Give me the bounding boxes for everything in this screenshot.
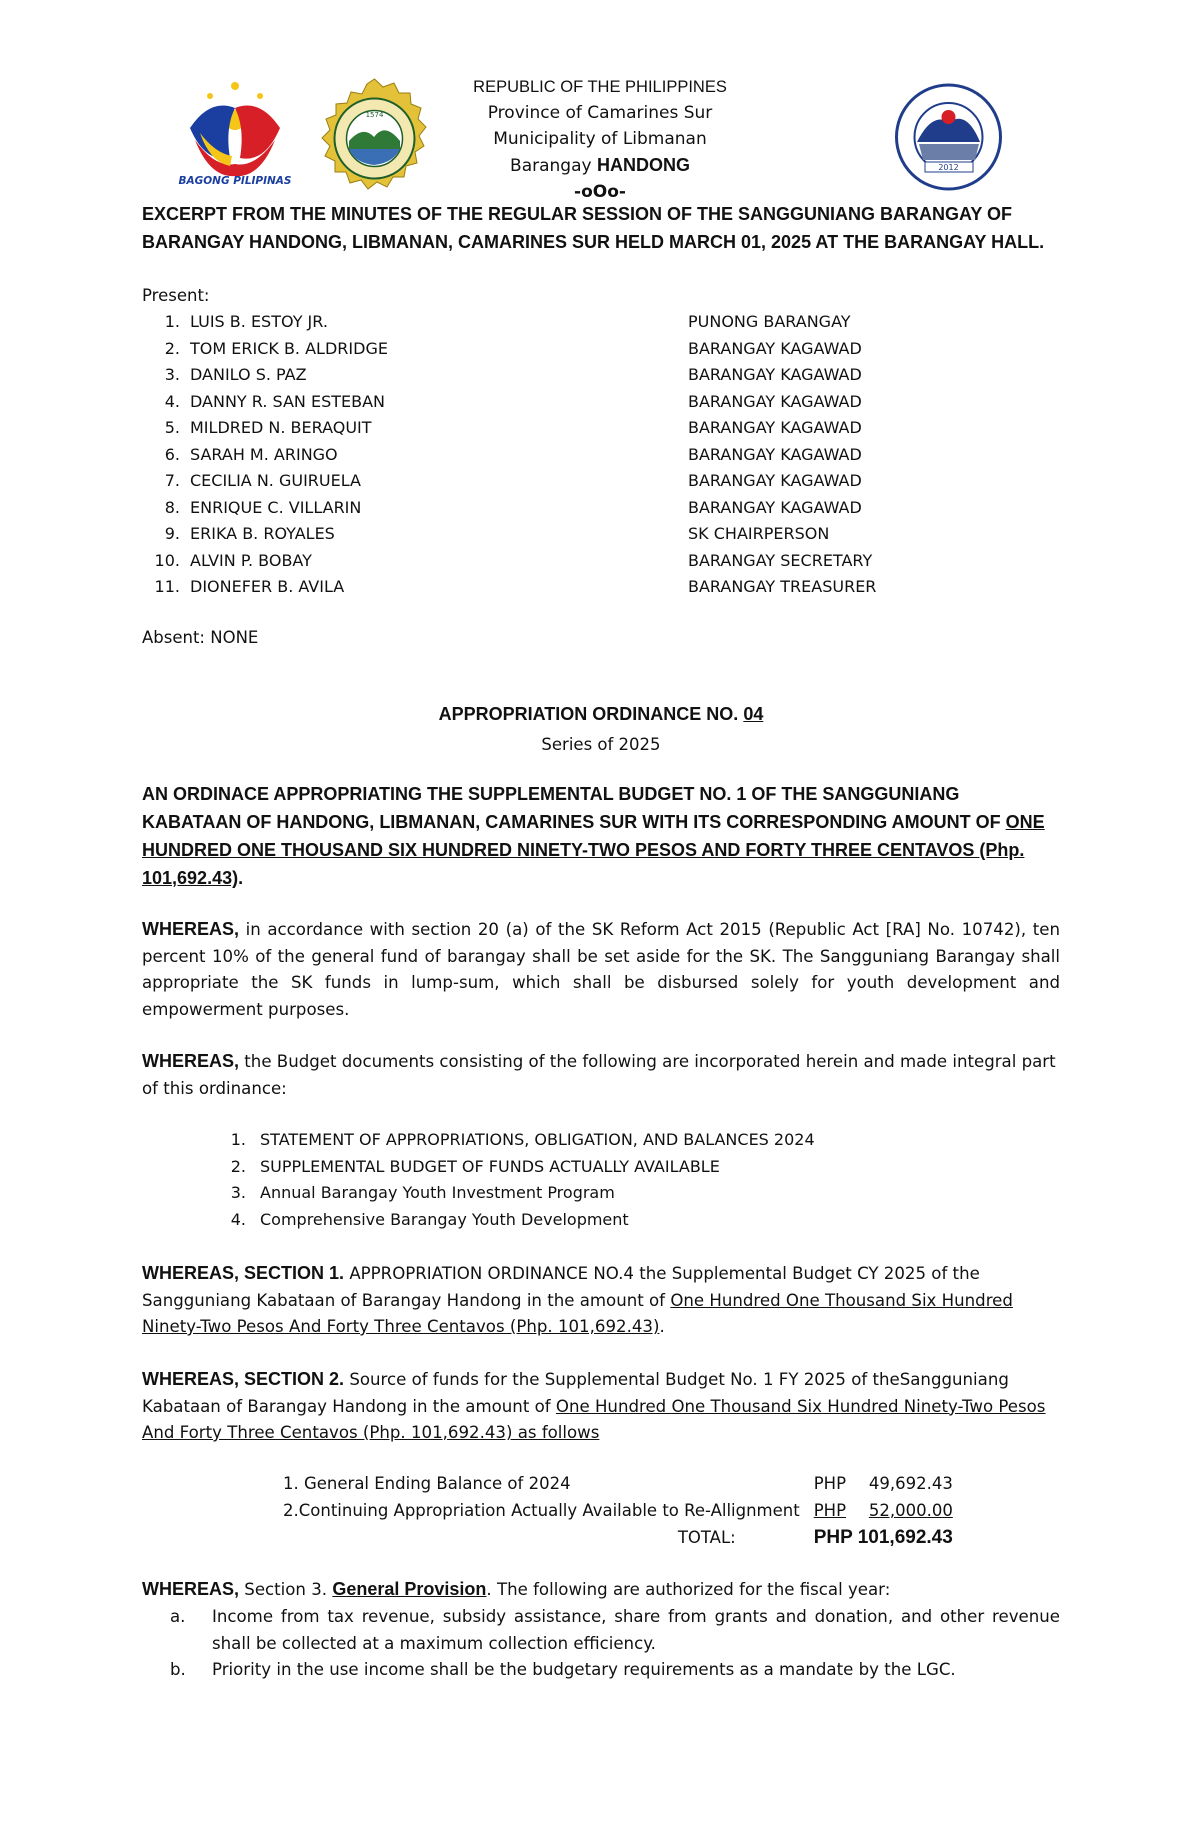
document-header xyxy=(400,74,800,205)
fund-source-row xyxy=(283,1497,953,1524)
header-republic: REPUBLIC OF THE PHILIPPINES xyxy=(473,78,727,96)
document-number: 2. xyxy=(230,1156,246,1176)
section-1-end: . xyxy=(659,1317,665,1336)
budget-document-item xyxy=(220,1127,1060,1154)
section-3-number: Section 3. xyxy=(244,1580,328,1599)
attendee-name: ALVIN P. BOBAY xyxy=(190,550,312,570)
funds-total-row xyxy=(283,1524,953,1551)
attendee-row xyxy=(112,415,1012,442)
ordinance-number: 04 xyxy=(743,704,764,724)
attendee-number: 11. xyxy=(154,577,180,596)
ordinance-series: Series of 2025 xyxy=(541,735,661,754)
provision-text: Priority in the use income shall be the budgetary requirements as a mandate by the LGC. xyxy=(212,1660,956,1679)
budget-document-item xyxy=(220,1180,1060,1207)
ordinance-heading-text: AN ORDINACE APPROPRIATING THE SUPPLEMENTAL BUDGET NO. 1 OF THE SANGGUNIANG KABATAAN OF HANDONG, LIBMANAN, CAMARINES SUR WITH ITS CORRESPONDING AMOUNT OF xyxy=(142,784,1001,832)
provision-item xyxy=(170,1604,1060,1657)
document-title: Comprehensive Barangay Youth Development xyxy=(260,1209,629,1229)
whereas-2-lead: WHEREAS, xyxy=(142,1051,240,1071)
section-2-amount: One Hundred One Thousand Six Hundred Ninety-Two Pesos And Forty Three Centavos (Php. 101,692.43) as follows xyxy=(142,1396,1046,1442)
document-number: 4. xyxy=(230,1209,246,1229)
provisions-list xyxy=(170,1604,1060,1684)
attendee-name: CECILIA N. GUIRUELA xyxy=(190,471,361,490)
section-3-text: . The following are authorized for the fiscal year: xyxy=(486,1580,891,1599)
fund-source-label: 2.Continuing Appropriation Actually Available to Re-Allignment xyxy=(283,1501,800,1520)
document-title: STATEMENT OF APPROPRIATIONS, OBLIGATION, AND BALANCES 2024 xyxy=(260,1130,815,1149)
provision-item xyxy=(170,1657,1060,1684)
attendee-position: BARANGAY KAGAWAD xyxy=(688,365,862,384)
funds-total-label: TOTAL: xyxy=(677,1528,736,1547)
whereas-1-lead: WHEREAS, xyxy=(142,919,240,939)
attendee-number: 8. xyxy=(164,497,180,517)
attendee-name: MILDRED N. BERAQUIT xyxy=(190,418,372,437)
header-ornament: -oOo- xyxy=(574,182,626,202)
ordinance-heading xyxy=(142,780,1060,892)
whereas-2-text: the Budget documents consisting of the following are incorporated herein and made integral part of this ordinance: xyxy=(142,1052,1056,1098)
provision-text: Income from tax revenue, subsidy assistance, share from grants and donation, and other revenue shall be collected at a maximum collection efficiency. xyxy=(212,1607,1060,1653)
minutes-title: EXCERPT FROM THE MINUTES OF THE REGULAR SESSION OF THE SANGGUNIANG BARANGAY OF BARANGAY HANDONG, LIBMANAN, CAMARINES SUR HELD MARCH 01, 2025 AT THE BARANGAY HALL. xyxy=(142,204,1045,252)
attendee-row xyxy=(112,389,1012,416)
whereas-section-3 xyxy=(142,1576,1060,1604)
provision-letter: b. xyxy=(170,1660,186,1679)
header-barangay-prefix: Barangay xyxy=(510,156,592,176)
funds-total-value: PHP 101,692.43 xyxy=(813,1527,953,1548)
document-number: 3. xyxy=(230,1183,246,1202)
attendee-name: ERIKA B. ROYALES xyxy=(190,524,335,543)
attendee-position: SK CHAIRPERSON xyxy=(688,524,830,543)
attendee-position: BARANGAY KAGAWAD xyxy=(688,418,862,437)
barangay-handong-seal xyxy=(887,82,1010,192)
attendee-position: BARANGAY TREASURER xyxy=(688,577,877,596)
header-barangay-name: HANDONG xyxy=(596,155,690,175)
attendee-number: 1. xyxy=(164,312,180,331)
budget-documents-list xyxy=(220,1127,1060,1233)
attendee-row xyxy=(112,362,1012,389)
document-number: 1. xyxy=(230,1130,246,1149)
attendee-row xyxy=(112,309,1012,336)
attendee-name: DIONEFER B. AVILA xyxy=(190,577,345,596)
header-municipality: Municipality of Libmanan xyxy=(493,129,707,149)
attendee-position: BARANGAY SECRETARY xyxy=(688,550,873,570)
whereas-clause-1 xyxy=(142,916,1060,1023)
ordinance-heading-end: . xyxy=(238,868,244,888)
section-2-lead: WHEREAS, SECTION 2. xyxy=(142,1369,345,1389)
attendee-position: BARANGAY KAGAWAD xyxy=(688,338,862,358)
attendee-number: 4. xyxy=(164,391,180,411)
section-3-title: General Provision xyxy=(332,1579,487,1599)
attendee-number: 5. xyxy=(164,418,180,437)
fund-source-row xyxy=(283,1470,953,1497)
provision-letter: a. xyxy=(170,1607,186,1626)
attendee-row xyxy=(112,574,1012,601)
barangay-seal-year: 2012 xyxy=(938,163,959,172)
attendee-position: BARANGAY KAGAWAD xyxy=(688,391,862,411)
attendee-name: ENRIQUE C. VILLARIN xyxy=(190,497,362,517)
attendee-position: BARANGAY KAGAWAD xyxy=(688,444,862,464)
absent-line: Absent: NONE xyxy=(142,628,259,647)
section-1-text: APPROPRIATION ORDINANCE NO.4 the Supplemental Budget CY 2025 of the Sangguniang Kabataan of Barangay Handong in the amount of xyxy=(142,1264,980,1310)
budget-document-item xyxy=(220,1207,1060,1234)
attendee-number: 3. xyxy=(164,365,180,384)
funds-table xyxy=(283,1470,953,1551)
attendee-number: 2. xyxy=(164,338,180,358)
attendee-row xyxy=(112,548,1012,575)
document-title: Annual Barangay Youth Investment Program xyxy=(260,1183,615,1202)
bagong-pilipinas-logo xyxy=(170,68,300,192)
attendee-name: TOM ERICK B. ALDRIDGE xyxy=(190,338,388,358)
whereas-section-1 xyxy=(142,1260,1060,1341)
fund-amount: 52,000.00 xyxy=(868,1501,953,1520)
header-barangay xyxy=(400,152,800,179)
attendee-position: PUNONG BARANGAY xyxy=(688,312,851,331)
attendee-name: LUIS B. ESTOY JR. xyxy=(190,312,328,331)
fund-source-label: 1. General Ending Balance of 2024 xyxy=(283,1474,571,1493)
fund-currency: PHP xyxy=(813,1474,847,1493)
bagong-pilipinas-label: BAGONG PILIPINAS xyxy=(178,175,292,187)
attendee-row xyxy=(112,495,1012,522)
section-1-lead: WHEREAS, SECTION 1. xyxy=(142,1263,345,1283)
header-province: Province of Camarines Sur xyxy=(487,103,713,123)
section-1-amount: One Hundred One Thousand Six Hundred Ninety-Two Pesos And Forty Three Centavos (Php. 101,692.43) xyxy=(142,1290,1013,1336)
ordinance-title xyxy=(142,704,1060,725)
attendee-row xyxy=(112,468,1012,495)
attendee-number: 9. xyxy=(164,524,180,543)
budget-document-item xyxy=(220,1154,1060,1181)
document-title: SUPPLEMENTAL BUDGET OF FUNDS ACTUALLY AVAILABLE xyxy=(260,1156,720,1176)
attendee-name: DANILO S. PAZ xyxy=(190,365,307,384)
attendee-number: 7. xyxy=(164,471,180,490)
attendee-row xyxy=(112,521,1012,548)
attendance-list xyxy=(142,309,1042,601)
whereas-section-2 xyxy=(142,1366,1060,1447)
fund-amount: 49,692.43 xyxy=(868,1474,953,1493)
bagong-pilipinas-emblem-icon xyxy=(170,68,300,192)
section-3-lead: WHEREAS, xyxy=(142,1579,240,1599)
attendee-name: SARAH M. ARINGO xyxy=(190,444,338,464)
ordinance-heading-amount: ONE HUNDRED ONE THOUSAND SIX HUNDRED NINETY-TWO PESOS AND FORTY THREE CENTAVOS (Php. 101,692.43) xyxy=(142,812,1045,888)
attendee-position: BARANGAY KAGAWAD xyxy=(688,471,862,490)
attendee-number: 6. xyxy=(164,444,180,464)
whereas-clause-2 xyxy=(142,1048,1060,1102)
attendee-row xyxy=(112,442,1012,469)
seal-year-text: 1574 xyxy=(365,111,384,119)
section-2-text: Source of funds for the Supplemental Budget No. 1 FY 2025 of theSangguniang Kabataan of Barangay Handong in the amount of xyxy=(142,1370,1009,1416)
attendee-position: BARANGAY KAGAWAD xyxy=(688,497,862,517)
funds-table-body xyxy=(283,1470,953,1524)
attendee-row xyxy=(112,336,1012,363)
present-label: Present: xyxy=(142,286,210,305)
attendee-number: 10. xyxy=(154,550,180,570)
whereas-1-text: in accordance with section 20 (a) of the SK Reform Act 2015 (Republic Act [RA] No. 10742), ten percent 10% of the general fund of barangay shall be set aside for the SK. The Sangguniang Barangay shall appropriate the SK funds in lump-sum, which shall be disbursed solely for youth development and empowerment purposes. xyxy=(142,920,1060,1019)
barangay-seal-icon xyxy=(887,82,1010,192)
attendee-name: DANNY R. SAN ESTEBAN xyxy=(190,391,385,411)
ordinance-title-prefix: APPROPRIATION ORDINANCE NO. xyxy=(438,704,739,724)
fund-currency: PHP xyxy=(813,1501,847,1520)
